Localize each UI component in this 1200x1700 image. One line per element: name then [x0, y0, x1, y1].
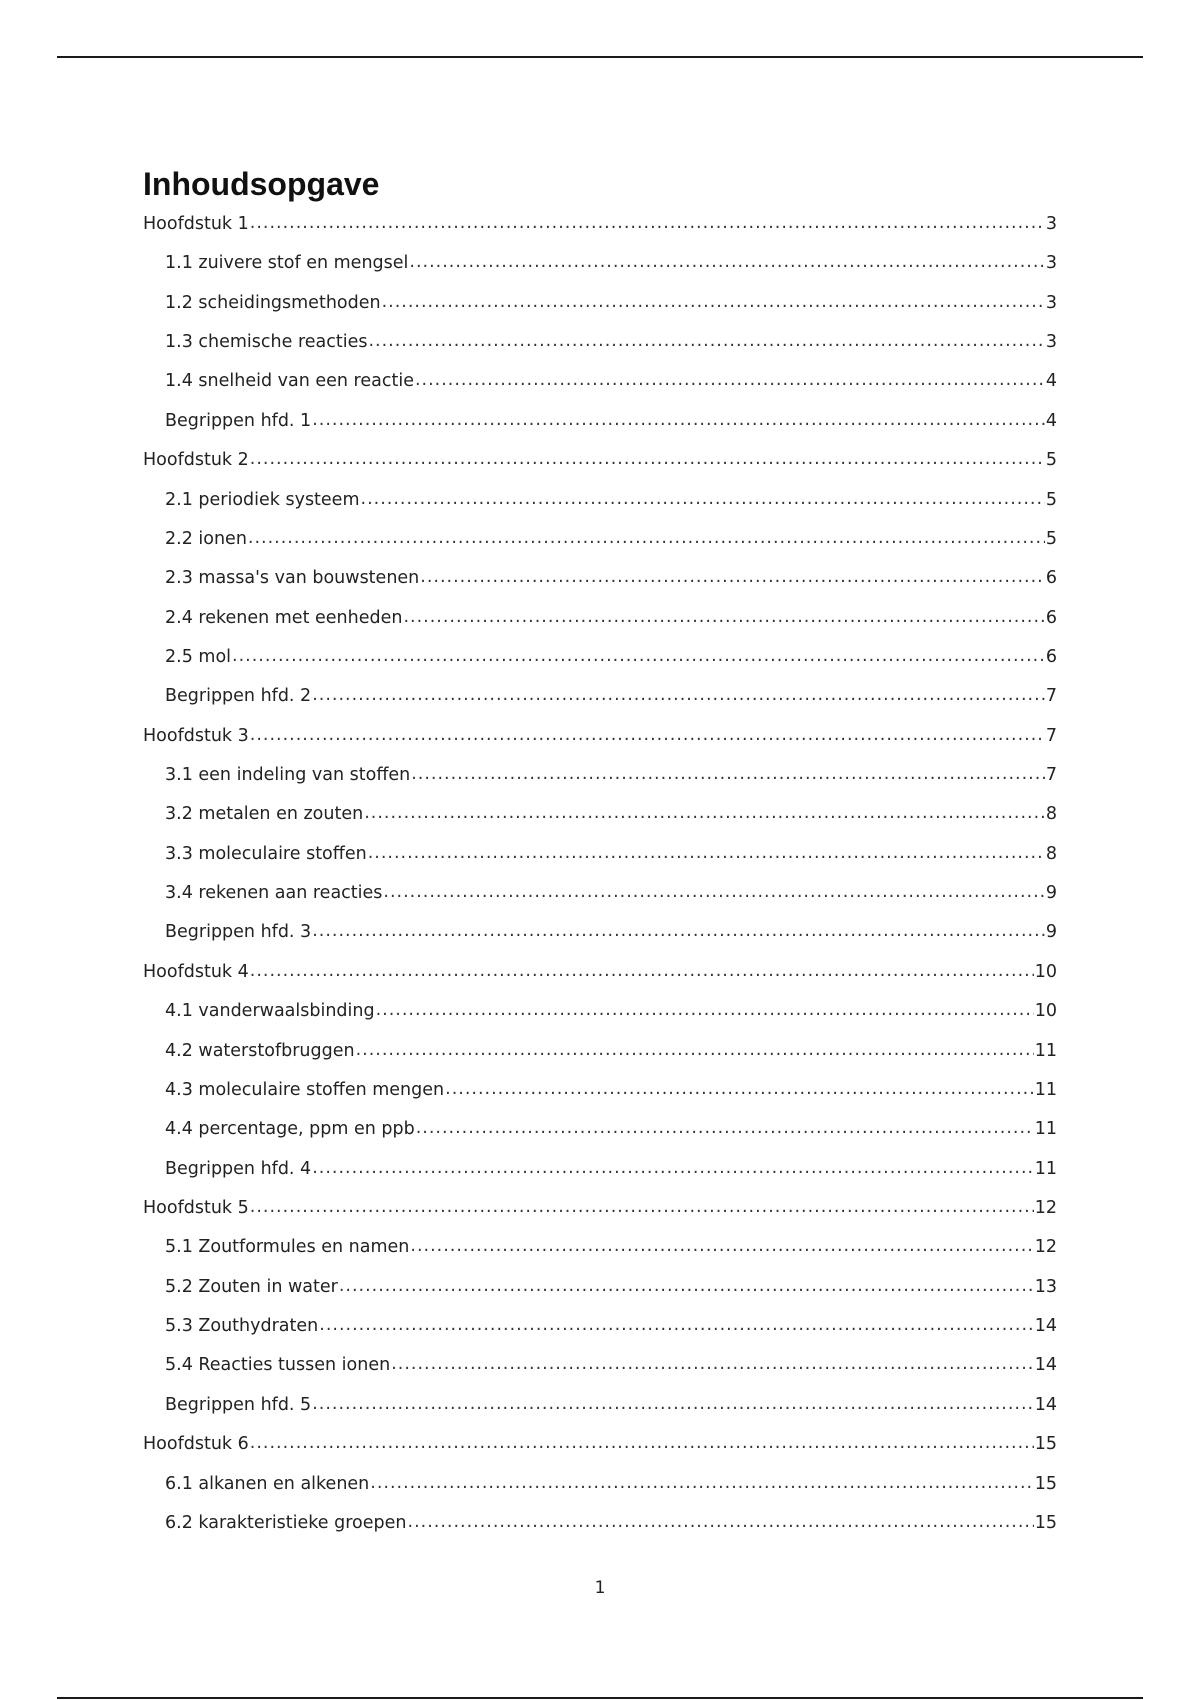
toc-chapter-entry[interactable] — [143, 1434, 1057, 1473]
toc-entry-label: 6.1 alkanen en alkenen — [165, 1473, 370, 1494]
toc-entry-page: 6 — [1045, 646, 1057, 667]
toc-entry-page: 3 — [1045, 292, 1057, 313]
toc-chapter-entry[interactable] — [143, 726, 1057, 765]
toc-entry-label: Hoofdstuk 4 — [143, 961, 249, 982]
toc-entry-page: 15 — [1034, 1434, 1057, 1455]
toc-dot-leader — [312, 685, 1045, 705]
toc-entry-label: Begrippen hfd. 3 — [165, 922, 312, 943]
toc-entry-page: 11 — [1034, 1040, 1057, 1061]
toc-entry-page: 11 — [1034, 1119, 1057, 1140]
toc-chapter-entry[interactable] — [143, 214, 1057, 253]
toc-dot-leader — [383, 882, 1044, 902]
toc-entry-page: 13 — [1034, 1276, 1057, 1297]
toc-section-entry[interactable] — [143, 883, 1057, 922]
toc-entry-page: 10 — [1034, 961, 1057, 982]
toc-dot-leader — [312, 410, 1045, 430]
toc-dot-leader — [415, 370, 1045, 390]
toc-entry-page: 10 — [1034, 1001, 1057, 1022]
toc-entry-label: Hoofdstuk 6 — [143, 1434, 249, 1455]
toc-dot-leader — [376, 1000, 1034, 1020]
toc-entry-label: 3.1 een indeling van stoffen — [165, 765, 411, 786]
toc-entry-page: 5 — [1045, 528, 1057, 549]
toc-entry-page: 6 — [1045, 607, 1057, 628]
toc-section-entry[interactable] — [143, 804, 1057, 843]
toc-dot-leader — [409, 252, 1044, 272]
toc-entry-page: 3 — [1045, 253, 1057, 274]
toc-entry-page: 15 — [1034, 1473, 1057, 1494]
toc-entry-label: 6.2 karakteristieke groepen — [165, 1512, 407, 1533]
toc-dot-leader — [382, 292, 1045, 312]
toc-dot-leader — [391, 1354, 1034, 1374]
toc-entry-label: 2.4 rekenen met eenheden — [165, 607, 403, 628]
toc-entry-label: 1.1 zuivere stof en mengsel — [165, 253, 409, 274]
toc-section-entry[interactable] — [143, 1119, 1057, 1158]
toc-dot-leader — [319, 1315, 1033, 1335]
toc-entry-label: 3.4 rekenen aan reacties — [165, 883, 383, 904]
toc-chapter-entry[interactable] — [143, 450, 1057, 489]
toc-entry-label: Hoofdstuk 5 — [143, 1197, 249, 1218]
toc-entry-page: 7 — [1045, 725, 1057, 746]
toc-entry-label: 3.2 metalen en zouten — [165, 804, 364, 825]
toc-dot-leader — [445, 1079, 1034, 1099]
page-number: 1 — [594, 1578, 606, 1598]
toc-dot-leader — [368, 843, 1045, 863]
toc-entry-label: 3.3 moleculaire stoffen — [165, 843, 367, 864]
toc-section-entry[interactable] — [143, 253, 1057, 292]
toc-entry-page: 11 — [1034, 1158, 1057, 1179]
toc-entry-page: 6 — [1045, 568, 1057, 589]
toc-entry-label: 4.1 vanderwaalsbinding — [165, 1001, 375, 1022]
toc-section-entry[interactable] — [143, 844, 1057, 883]
toc-entry-page: 5 — [1045, 450, 1057, 471]
toc-entry-label: 5.4 Reacties tussen ionen — [165, 1355, 391, 1376]
toc-entry-label: Hoofdstuk 3 — [143, 725, 249, 746]
toc-entry-page: 12 — [1034, 1197, 1057, 1218]
toc-entry-label: 2.1 periodiek systeem — [165, 489, 360, 510]
toc-section-entry[interactable] — [143, 490, 1057, 529]
toc-entry-page: 14 — [1034, 1394, 1057, 1415]
toc-section-entry[interactable] — [143, 686, 1057, 725]
toc-dot-leader — [250, 449, 1045, 469]
toc-dot-leader — [250, 1433, 1034, 1453]
toc-dot-leader — [408, 1512, 1034, 1532]
toc-entry-page: 8 — [1045, 804, 1057, 825]
toc-entry-label: Begrippen hfd. 5 — [165, 1394, 312, 1415]
toc-entry-label: 2.2 ionen — [165, 528, 247, 549]
toc-entry-label: 4.3 moleculaire stoffen mengen — [165, 1079, 445, 1100]
toc-entry-page: 3 — [1045, 214, 1057, 234]
toc-section-entry[interactable] — [143, 1316, 1057, 1355]
toc-entry-label: 2.5 mol — [165, 646, 232, 667]
toc-dot-leader — [361, 489, 1045, 509]
toc-section-entry[interactable] — [143, 1001, 1057, 1040]
toc-entry-label: Begrippen hfd. 2 — [165, 686, 312, 707]
toc-entry-page: 7 — [1045, 765, 1057, 786]
toc-section-entry[interactable] — [143, 1080, 1057, 1119]
toc-section-entry[interactable] — [143, 568, 1057, 607]
toc-entry-label: 5.2 Zouten in water — [165, 1276, 338, 1297]
toc-section-entry[interactable] — [143, 1474, 1057, 1513]
toc-entry-page: 11 — [1034, 1079, 1057, 1100]
toc-dot-leader — [250, 961, 1034, 981]
toc-entry-page: 7 — [1045, 686, 1057, 707]
toc-dot-leader — [250, 213, 1045, 233]
toc-entry-label: Begrippen hfd. 4 — [165, 1158, 312, 1179]
toc-dot-leader — [368, 331, 1044, 351]
toc-dot-leader — [356, 1040, 1034, 1060]
toc-dot-leader — [411, 764, 1045, 784]
toc-chapter-entry[interactable] — [143, 962, 1057, 1001]
toc-dot-leader — [416, 1118, 1034, 1138]
toc-dot-leader — [410, 1236, 1033, 1256]
toc-entry-label: Hoofdstuk 1 — [143, 214, 249, 234]
toc-section-entry[interactable] — [143, 293, 1057, 332]
toc-entry-page: 15 — [1034, 1512, 1057, 1533]
table-of-contents — [143, 214, 1057, 1552]
toc-dot-leader — [250, 725, 1045, 745]
toc-entry-page: 14 — [1034, 1316, 1057, 1337]
toc-dot-leader — [312, 1394, 1034, 1414]
toc-dot-leader — [403, 607, 1044, 627]
toc-section-entry[interactable] — [143, 371, 1057, 410]
toc-entry-label: 5.3 Zouthydraten — [165, 1316, 319, 1337]
toc-dot-leader — [370, 1473, 1033, 1493]
footer-rule — [57, 1697, 1143, 1699]
toc-section-entry[interactable] — [143, 1355, 1057, 1394]
toc-dot-leader — [250, 1197, 1034, 1217]
toc-entry-page: 5 — [1045, 489, 1057, 510]
toc-entry-page: 14 — [1034, 1355, 1057, 1376]
toc-dot-leader — [232, 646, 1045, 666]
toc-entry-page: 12 — [1034, 1237, 1057, 1258]
toc-entry-page: 9 — [1045, 922, 1057, 943]
toc-dot-leader — [248, 528, 1045, 548]
toc-dot-leader — [312, 1158, 1034, 1178]
toc-section-entry[interactable] — [143, 332, 1057, 371]
toc-section-entry[interactable] — [143, 1513, 1057, 1552]
toc-entry-label: 2.3 massa's van bouwstenen — [165, 568, 420, 589]
toc-entry-label: 1.2 scheidingsmethoden — [165, 292, 381, 313]
toc-section-entry[interactable] — [143, 1237, 1057, 1276]
toc-section-entry[interactable] — [143, 1041, 1057, 1080]
toc-entry-label: 1.4 snelheid van een reactie — [165, 371, 414, 392]
toc-entry-page: 8 — [1045, 843, 1057, 864]
header-rule — [57, 56, 1143, 58]
toc-entry-label: Begrippen hfd. 1 — [165, 410, 312, 431]
toc-entry-label: 4.2 waterstofbruggen — [165, 1040, 355, 1061]
toc-dot-leader — [339, 1276, 1034, 1296]
page-content — [143, 164, 1057, 1552]
toc-title: Inhoudsopgave — [143, 166, 380, 202]
toc-section-entry[interactable] — [143, 1395, 1057, 1434]
toc-dot-leader — [312, 921, 1045, 941]
toc-section-entry[interactable] — [143, 411, 1057, 450]
toc-section-entry[interactable] — [143, 608, 1057, 647]
toc-section-entry[interactable] — [143, 765, 1057, 804]
toc-entry-page: 4 — [1045, 371, 1057, 392]
toc-entry-label: 5.1 Zoutformules en namen — [165, 1237, 410, 1258]
toc-entry-page: 4 — [1045, 410, 1057, 431]
toc-section-entry[interactable] — [143, 529, 1057, 568]
toc-entry-label: 4.4 percentage, ppm en ppb — [165, 1119, 415, 1140]
toc-dot-leader — [420, 567, 1045, 587]
toc-chapter-entry[interactable] — [143, 1198, 1057, 1237]
toc-entry-page: 9 — [1045, 883, 1057, 904]
toc-section-entry[interactable] — [143, 922, 1057, 961]
toc-entry-page: 3 — [1045, 332, 1057, 353]
toc-entry-label: 1.3 chemische reacties — [165, 332, 368, 353]
toc-section-entry[interactable] — [143, 647, 1057, 686]
toc-dot-leader — [364, 803, 1045, 823]
toc-section-entry[interactable] — [143, 1277, 1057, 1316]
toc-entry-label: Hoofdstuk 2 — [143, 450, 249, 471]
toc-section-entry[interactable] — [143, 1159, 1057, 1198]
